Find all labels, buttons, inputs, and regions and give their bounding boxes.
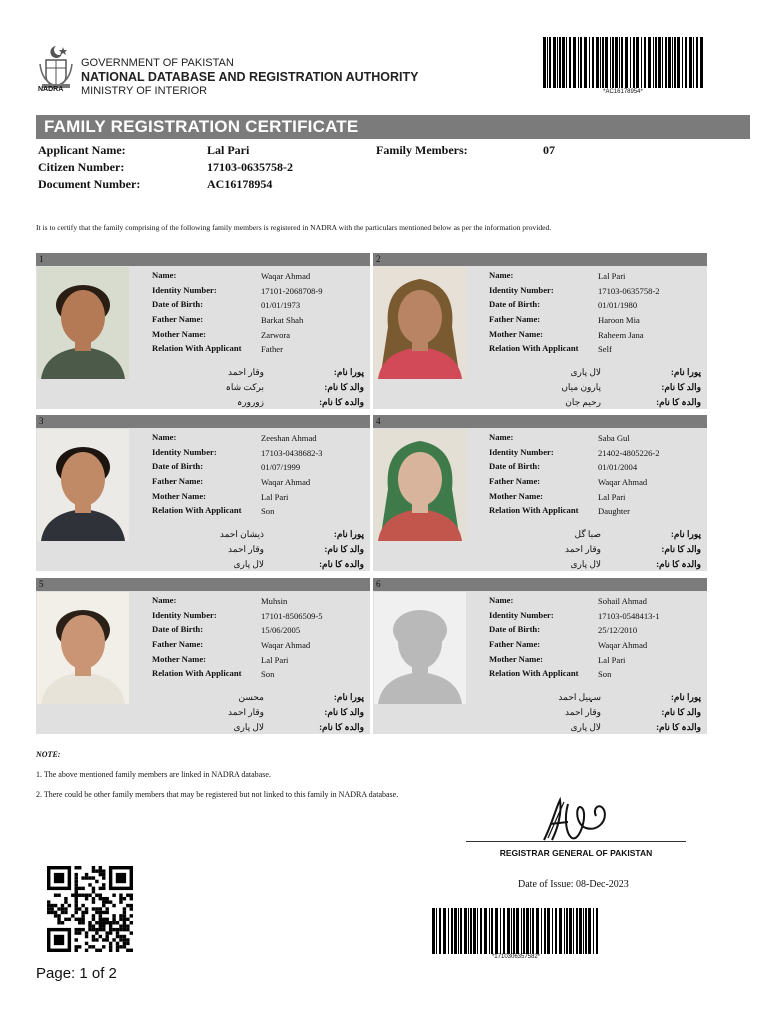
urdu-father: وقار احمد (565, 544, 601, 554)
document-barcode-text: *AC16178954* (603, 89, 643, 95)
urdu-mother-row (130, 722, 370, 734)
mother-label: Mother Name: (489, 653, 544, 664)
father-label: Father Name: (489, 314, 541, 325)
org-line-2: NATIONAL DATABASE AND REGISTRATION AUTHORITY (81, 70, 419, 84)
urdu-father-row (130, 382, 370, 397)
member-dob: 01/01/1980 (598, 300, 638, 311)
member-father: Waqar Ahmad (261, 477, 311, 488)
member-card-body (36, 266, 370, 409)
urdu-father-row (467, 544, 707, 559)
dob-label: Date of Birth: (152, 624, 204, 635)
name-label: Name: (152, 270, 177, 280)
urdu-father: وقار احمد (228, 544, 264, 554)
member-card-header (36, 415, 370, 428)
relation-label: Relation With Applicant (152, 505, 242, 516)
date-of-issue: Date of Issue: 08-Dec-2023 (518, 879, 629, 890)
urdu-name-label: پورا نام: (333, 367, 364, 377)
signature-line (466, 841, 686, 842)
urdu-father: پارون میاں (561, 382, 601, 392)
member-dob: 01/01/2004 (598, 462, 638, 473)
urdu-father: وقار احمد (228, 707, 264, 717)
urdu-mother-row (130, 397, 370, 409)
member-mother: Lal Pari (261, 654, 289, 665)
urdu-father-label: والد کا نام: (324, 544, 364, 554)
member-card (36, 578, 370, 734)
relation-label: Relation With Applicant (489, 343, 579, 354)
member-mother: Lal Pari (261, 491, 289, 502)
citizen-barcode (430, 908, 602, 954)
member-father: Waqar Ahmad (598, 477, 648, 488)
urdu-father: وقار احمد (565, 707, 601, 717)
member-card-body (373, 428, 707, 571)
member-father: Barkat Shah (261, 315, 304, 326)
note-2: 2. There could be other family members that may be registered but not linked to this family in NADRA database. (36, 790, 399, 799)
urdu-father-label: والد کا نام: (661, 544, 701, 554)
father-label: Father Name: (152, 476, 204, 487)
urdu-father-label: والد کا نام: (661, 707, 701, 717)
member-relation: Son (261, 506, 275, 517)
family-members-value: 07 (543, 143, 555, 157)
qr-code (45, 866, 135, 952)
member-father: Haroon Mia (598, 315, 640, 326)
member-relation: Self (598, 344, 612, 355)
org-line-3: MINISTRY OF INTERIOR (81, 85, 208, 97)
citizen-barcode-text: *1710306357582* (491, 954, 541, 960)
urdu-name: ذیشان احمد (219, 529, 264, 539)
urdu-name-row (467, 367, 707, 382)
member-dob: 01/07/1999 (261, 462, 301, 473)
member-name: Zeeshan Ahmad (261, 433, 317, 443)
emblem-label: NADRA (38, 86, 64, 93)
mother-label: Mother Name: (152, 490, 207, 501)
member-name: Muhsin (261, 596, 288, 606)
page-indicator: Page: 1 of 2 (36, 965, 117, 982)
urdu-name-label: پورا نام: (670, 529, 701, 539)
urdu-father-label: والد کا نام: (324, 382, 364, 392)
dob-label: Date of Birth: (152, 299, 204, 310)
organization-block (81, 56, 419, 98)
name-label: Name: (489, 432, 514, 442)
member-identity: 21402-4805226-2 (598, 447, 660, 458)
father-label: Father Name: (489, 639, 541, 650)
certificate-title: FAMILY REGISTRATION CERTIFICATE (44, 117, 359, 136)
dob-label: Date of Birth: (489, 299, 541, 310)
member-name: Sohail Ahmad (598, 596, 647, 606)
member-mother: Lal Pari (598, 654, 626, 665)
member-identity: 17103-0438682-3 (261, 447, 323, 458)
member-mother: Raheem Jana (598, 329, 644, 340)
member-number: 3 (39, 416, 44, 426)
urdu-name-label: پورا نام: (333, 529, 364, 539)
member-fields (489, 596, 705, 691)
urdu-father-row (130, 544, 370, 559)
family-members-label: Family Members: (376, 143, 468, 157)
urdu-mother-row (467, 397, 707, 409)
member-number: 2 (376, 254, 381, 264)
urdu-name: سہیل احمد (558, 692, 601, 702)
urdu-father-row (467, 382, 707, 397)
member-relation: Son (261, 669, 275, 680)
urdu-mother-label: والدہ کا نام: (319, 559, 364, 569)
member-card-header (373, 415, 707, 428)
relation-label: Relation With Applicant (152, 668, 242, 679)
urdu-mother: زورورہ (236, 397, 264, 407)
member-father: Waqar Ahmad (261, 640, 311, 651)
member-photo (374, 267, 466, 379)
member-card-body (373, 266, 707, 409)
urdu-mother: لال پاری (570, 722, 601, 732)
member-card-header (373, 578, 707, 591)
certification-text: It is to certify that the family comprising of the following family members is registered in NADRA with the particulars mentioned below as per the information provided. (36, 223, 552, 232)
member-card-header (373, 253, 707, 266)
urdu-name-label: پورا نام: (670, 367, 701, 377)
member-fields (152, 271, 368, 366)
urdu-mother-row (130, 559, 370, 571)
member-name: Saba Gul (598, 433, 630, 443)
father-label: Father Name: (152, 639, 204, 650)
urdu-father: برکت شاہ (225, 382, 264, 392)
identity-label: Identity Number: (152, 446, 217, 457)
relation-label: Relation With Applicant (489, 505, 579, 516)
urdu-mother-row (467, 722, 707, 734)
member-relation: Father (261, 344, 283, 355)
member-identity: 17103-0548413-1 (598, 610, 660, 621)
member-photo (374, 429, 466, 541)
member-identity: 17103-0635758-2 (598, 285, 660, 296)
mother-label: Mother Name: (152, 328, 207, 339)
member-number: 1 (39, 254, 44, 264)
identity-label: Identity Number: (489, 284, 554, 295)
urdu-father-label: والد کا نام: (661, 382, 701, 392)
identity-label: Identity Number: (489, 609, 554, 620)
citizen-number-label: Citizen Number: (38, 160, 125, 174)
applicant-label: Applicant Name: (38, 143, 126, 157)
member-name: Waqar Ahmad (261, 271, 311, 281)
mother-label: Mother Name: (489, 328, 544, 339)
identity-label: Identity Number: (489, 446, 554, 457)
urdu-name: وقار احمد (228, 367, 264, 377)
urdu-mother-row (467, 559, 707, 571)
name-label: Name: (489, 270, 514, 280)
member-father: Waqar Ahmad (598, 640, 648, 651)
urdu-father-row (467, 707, 707, 722)
dob-label: Date of Birth: (152, 461, 204, 472)
relation-label: Relation With Applicant (152, 343, 242, 354)
member-card (36, 253, 370, 409)
member-mother: Lal Pari (598, 491, 626, 502)
urdu-mother: رحیم جان (565, 397, 601, 407)
registrar-title: REGISTRAR GENERAL OF PAKISTAN (499, 848, 653, 858)
urdu-name-row (130, 692, 370, 707)
member-fields (489, 433, 705, 528)
member-card (373, 578, 707, 734)
name-label: Name: (152, 595, 177, 605)
urdu-mother-label: والدہ کا نام: (656, 559, 701, 569)
father-label: Father Name: (152, 314, 204, 325)
member-card (36, 415, 370, 571)
urdu-mother-label: والدہ کا نام: (319, 397, 364, 407)
member-number: 5 (39, 579, 44, 589)
relation-label: Relation With Applicant (489, 668, 579, 679)
member-photo (37, 429, 129, 541)
member-dob: 15/06/2005 (261, 625, 301, 636)
urdu-name: لال پاری (570, 367, 601, 377)
member-photo (37, 267, 129, 379)
member-card-body (36, 591, 370, 734)
member-card-header (36, 253, 370, 266)
certificate-title-bar (36, 115, 750, 139)
document-barcode (541, 37, 705, 88)
urdu-father-label: والد کا نام: (324, 707, 364, 717)
note-1: 1. The above mentioned family members are linked in NADRA database. (36, 770, 271, 779)
member-relation: Daughter (598, 506, 630, 517)
urdu-name-label: پورا نام: (333, 692, 364, 702)
name-label: Name: (489, 595, 514, 605)
member-fields (489, 271, 705, 366)
member-mother: Zarwora (261, 329, 291, 340)
member-identity: 17101-2068708-9 (261, 285, 323, 296)
applicant-value: Lal Pari (207, 143, 250, 157)
name-label: Name: (152, 432, 177, 442)
member-identity: 17101-8506509-5 (261, 610, 323, 621)
org-line-1: GOVERNMENT OF PAKISTAN (81, 57, 234, 69)
citizen-number-value: 17103-0635758-2 (207, 160, 293, 174)
member-card (373, 415, 707, 571)
identity-label: Identity Number: (152, 284, 217, 295)
document-number-value: AC16178954 (207, 177, 273, 191)
member-photo (374, 592, 466, 704)
urdu-mother-label: والدہ کا نام: (319, 722, 364, 732)
urdu-mother: لال پاری (570, 559, 601, 569)
mother-label: Mother Name: (489, 490, 544, 501)
member-card-body (36, 428, 370, 571)
member-dob: 25/12/2010 (598, 625, 638, 636)
mother-label: Mother Name: (152, 653, 207, 664)
urdu-name: محسن (238, 692, 264, 702)
urdu-name-row (467, 692, 707, 707)
dob-label: Date of Birth: (489, 624, 541, 635)
urdu-mother-label: والدہ کا نام: (656, 722, 701, 732)
urdu-mother-label: والدہ کا نام: (656, 397, 701, 407)
urdu-name: صبا گل (574, 529, 601, 539)
member-relation: Son (598, 669, 612, 680)
member-number: 4 (376, 416, 381, 426)
urdu-mother: لال پاری (233, 559, 264, 569)
note-heading: NOTE: (36, 750, 61, 759)
member-card-header (36, 578, 370, 591)
dob-label: Date of Birth: (489, 461, 541, 472)
urdu-father-row (130, 707, 370, 722)
urdu-name-row (467, 529, 707, 544)
document-number-label: Document Number: (38, 177, 141, 191)
member-card (373, 253, 707, 409)
member-photo (37, 592, 129, 704)
member-fields (152, 596, 368, 691)
urdu-mother: لال پاری (233, 722, 264, 732)
father-label: Father Name: (489, 476, 541, 487)
urdu-name-label: پورا نام: (670, 692, 701, 702)
member-number: 6 (376, 579, 381, 589)
identity-label: Identity Number: (152, 609, 217, 620)
member-name: Lal Pari (598, 271, 626, 281)
urdu-name-row (130, 367, 370, 382)
urdu-name-row (130, 529, 370, 544)
member-dob: 01/01/1973 (261, 300, 301, 311)
member-fields (152, 433, 368, 528)
member-card-body (373, 591, 707, 734)
